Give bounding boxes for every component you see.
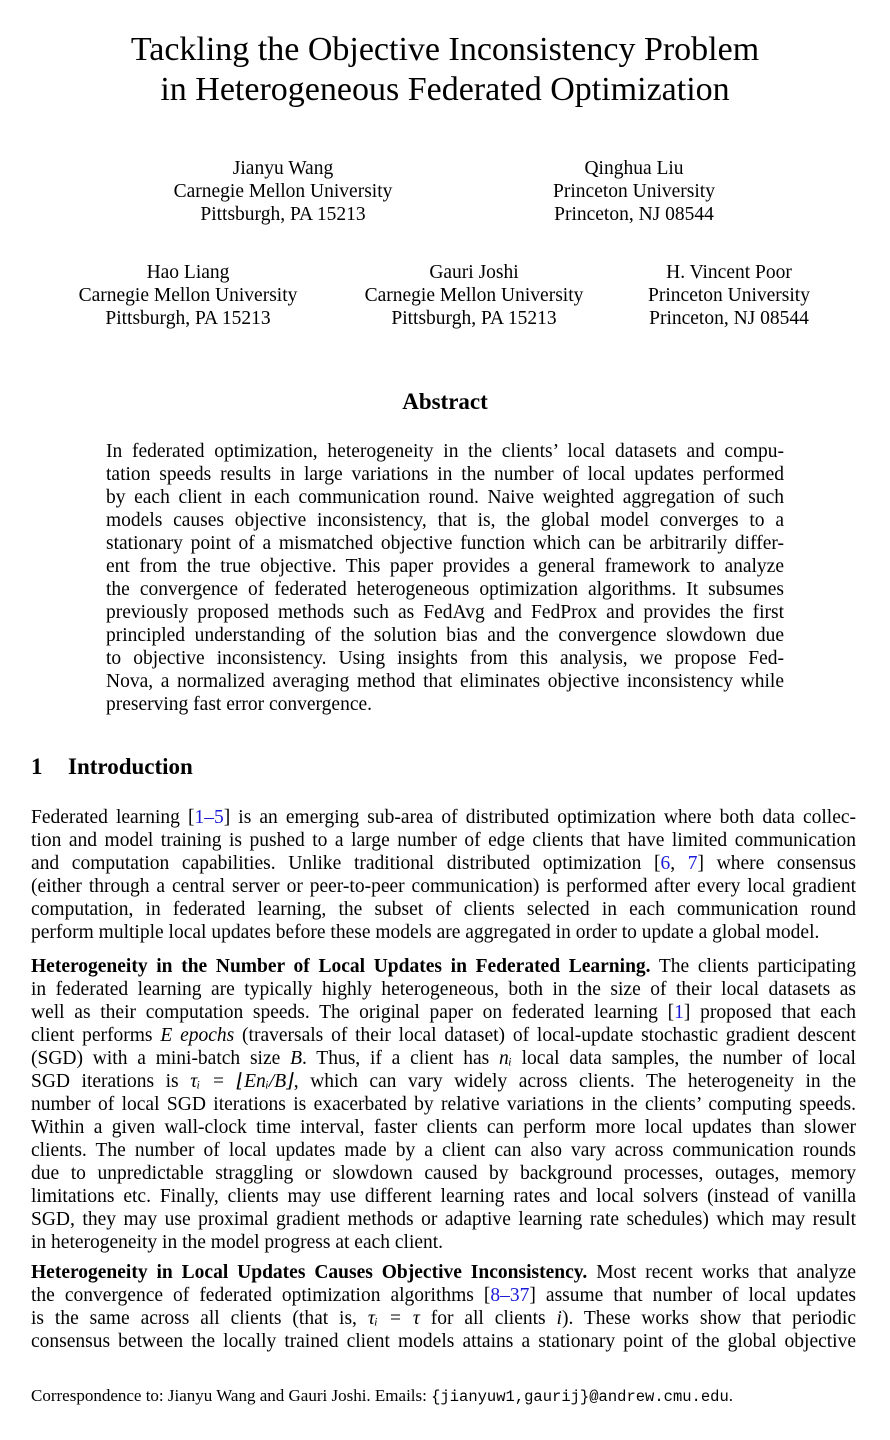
abstract-line: models causes objective inconsistency, that is, the global model converges to a xyxy=(106,510,784,531)
author-location: Pittsburgh, PA 15213 xyxy=(391,308,557,329)
paragraph-line: and computation capabilities. Unlike traditional distributed optimization [6, 7] where consensus xyxy=(31,853,856,874)
paragraph-line: client performs E epochs (traversals of their local dataset) of local-update stochastic gradient descent xyxy=(31,1025,856,1046)
paragraph-line: SGD iterations is τᵢ = ⌊Enᵢ/B⌋, which can vary widely across clients. The heterogeneity in the xyxy=(31,1071,856,1092)
intro-paragraph-3 xyxy=(31,1261,856,1353)
author-affiliation: Carnegie Mellon University xyxy=(173,181,393,202)
abstract-line: tation speeds results in large variations in the number of local updates performed xyxy=(106,464,784,485)
paragraph-line: well as their computation speeds. The original paper on federated learning [1] proposed that each xyxy=(31,1002,856,1023)
paragraph-line: in heterogeneity in the model progress at each client. xyxy=(31,1232,444,1253)
run-in-heading: Heterogeneity in Local Updates Causes Objective Inconsistency. xyxy=(31,1262,588,1283)
author-block xyxy=(133,157,433,226)
paragraph-line: in federated learning are typically highly heterogeneous, both in the size of their local datasets as xyxy=(31,979,856,1000)
abstract-line: preserving fast error convergence. xyxy=(106,694,373,715)
paragraph-line: due to unpredictable straggling or slowdown caused by background processes, outages, memory xyxy=(31,1163,856,1184)
paragraph-line: Heterogeneity in the Number of Local Updates in Federated Learning. The clients participating xyxy=(31,956,856,977)
citation-link[interactable]: 1–5 xyxy=(194,807,224,828)
abstract-line: In federated optimization, heterogeneity in the clients’ local datasets and compu- xyxy=(106,441,784,462)
citation-link[interactable]: 8 xyxy=(490,1285,501,1306)
author-block xyxy=(63,261,313,330)
paragraph-line: Within a given wall-clock time interval, faster clients can perform more local updates than slower xyxy=(31,1117,856,1138)
math-symbol: i xyxy=(556,1308,562,1329)
author-name: Hao Liang xyxy=(146,262,230,283)
paragraph-line: limitations etc. Finally, clients may use different learning rates and local solvers (instead of vanilla xyxy=(31,1186,856,1207)
author-location: Princeton, NJ 08544 xyxy=(554,204,714,225)
abstract-line: principled understanding of the solution bias and the convergence slowdown due xyxy=(106,625,784,646)
author-location: Pittsburgh, PA 15213 xyxy=(105,308,271,329)
title-line-1: Tackling the Objective Inconsistency Problem xyxy=(130,31,760,68)
math-equation: τᵢ = ⌊Enᵢ/B⌋ xyxy=(190,1071,294,1092)
abstract-line: previously proposed methods such as FedAvg and FedProx and provides the first xyxy=(106,602,784,623)
author-location: Princeton, NJ 08544 xyxy=(649,308,809,329)
paragraph-line: Federated learning [1–5] is an emerging sub-area of distributed optimization where both data collec- xyxy=(31,807,856,828)
section-number: 1 xyxy=(31,754,43,779)
paragraph-line: clients. The number of local updates made by a client can also vary across communication rounds xyxy=(31,1140,856,1161)
run-in-heading: Heterogeneity in the Number of Local Updates in Federated Learning. xyxy=(31,956,651,977)
title-line-2: in Heterogeneous Federated Optimization xyxy=(160,71,730,108)
math-symbol: E xyxy=(160,1025,173,1046)
paragraph-line: (SGD) with a mini-batch size B. Thus, if a client has nᵢ local data samples, the number of local xyxy=(31,1048,856,1069)
author-affiliation: Carnegie Mellon University xyxy=(364,285,584,306)
abstract-line: Nova, a normalized averaging method that eliminates objective inconsistency while xyxy=(106,671,784,692)
intro-paragraph-1 xyxy=(31,806,856,944)
paragraph-line: tion and model training is pushed to a large number of edge clients that have limited communication xyxy=(31,830,856,851)
math-symbol: nᵢ xyxy=(499,1048,512,1069)
author-block xyxy=(349,261,599,330)
math-symbol: B xyxy=(290,1048,302,1069)
math-equation: τᵢ = τ xyxy=(367,1308,420,1329)
author-affiliation: Princeton University xyxy=(648,285,810,306)
author-name: Jianyu Wang xyxy=(232,158,334,179)
intro-paragraph-2 xyxy=(31,955,856,1254)
correspondence-footnote: Correspondence to: Jianyu Wang and Gauri Joshi. Emails: {jianyuw1,gaurij}@andrew.cmu.edu. xyxy=(31,1386,734,1406)
abstract-body xyxy=(106,440,784,716)
section-heading xyxy=(31,754,193,780)
author-block xyxy=(504,157,764,226)
citation-link[interactable]: 37 xyxy=(509,1285,530,1306)
paragraph-line: the convergence of federated optimization algorithms [8–37] assume that number of local updates xyxy=(31,1285,856,1306)
abstract-line: to objective inconsistency. Using insights from this analysis, we propose Fed- xyxy=(106,648,784,669)
citation-link[interactable]: 6 xyxy=(660,853,671,874)
paragraph-line: is the same across all clients (that is, τᵢ = τ for all clients i). These works show that periodic xyxy=(31,1308,856,1329)
paragraph-line: number of local SGD iterations is exacerbated by relative variations in the clients’ computing speeds. xyxy=(31,1094,856,1115)
author-location: Pittsburgh, PA 15213 xyxy=(200,204,366,225)
citation-link[interactable]: 7 xyxy=(687,853,698,874)
paragraph-line: (either through a central server or peer-to-peer communication) is performed after every local gradient xyxy=(31,876,856,897)
paragraph-line: computation, in federated learning, the subset of clients selected in each communication round xyxy=(31,899,856,920)
abstract-heading: Abstract xyxy=(402,389,488,414)
citation-link[interactable]: 1 xyxy=(674,1002,684,1023)
abstract-line: stationary point of a mismatched objective function which can be arbitrarily differ- xyxy=(106,533,784,554)
abstract-line: ent from the true objective. This paper provides a general framework to analyze xyxy=(106,556,784,577)
paragraph-line: consensus between the locally trained client models attains a stationary point of the global objective xyxy=(31,1331,856,1352)
author-affiliation: Carnegie Mellon University xyxy=(78,285,298,306)
abstract-line: the convergence of federated heterogeneous optimization algorithms. It subsumes xyxy=(106,579,784,600)
paragraph-line: perform multiple local updates before these models are aggregated in order to update a global model. xyxy=(31,922,820,943)
email-address: {jianyuw1,gaurij}@andrew.cmu.edu xyxy=(431,1388,729,1406)
paragraph-line: SGD, they may use proximal gradient methods or adaptive learning rate schedules) which may result xyxy=(31,1209,856,1230)
abstract-line: by each client in each communication round. Naive weighted aggregation of such xyxy=(106,487,784,508)
paragraph-line: Heterogeneity in Local Updates Causes Objective Inconsistency. Most recent works that analyze xyxy=(31,1262,856,1283)
section-title: Introduction xyxy=(68,754,193,779)
author-name: H. Vincent Poor xyxy=(666,262,792,283)
author-affiliation: Princeton University xyxy=(553,181,715,202)
paper-title xyxy=(0,30,890,110)
author-name: Qinghua Liu xyxy=(584,158,684,179)
author-block xyxy=(634,261,824,330)
author-name: Gauri Joshi xyxy=(429,262,519,283)
